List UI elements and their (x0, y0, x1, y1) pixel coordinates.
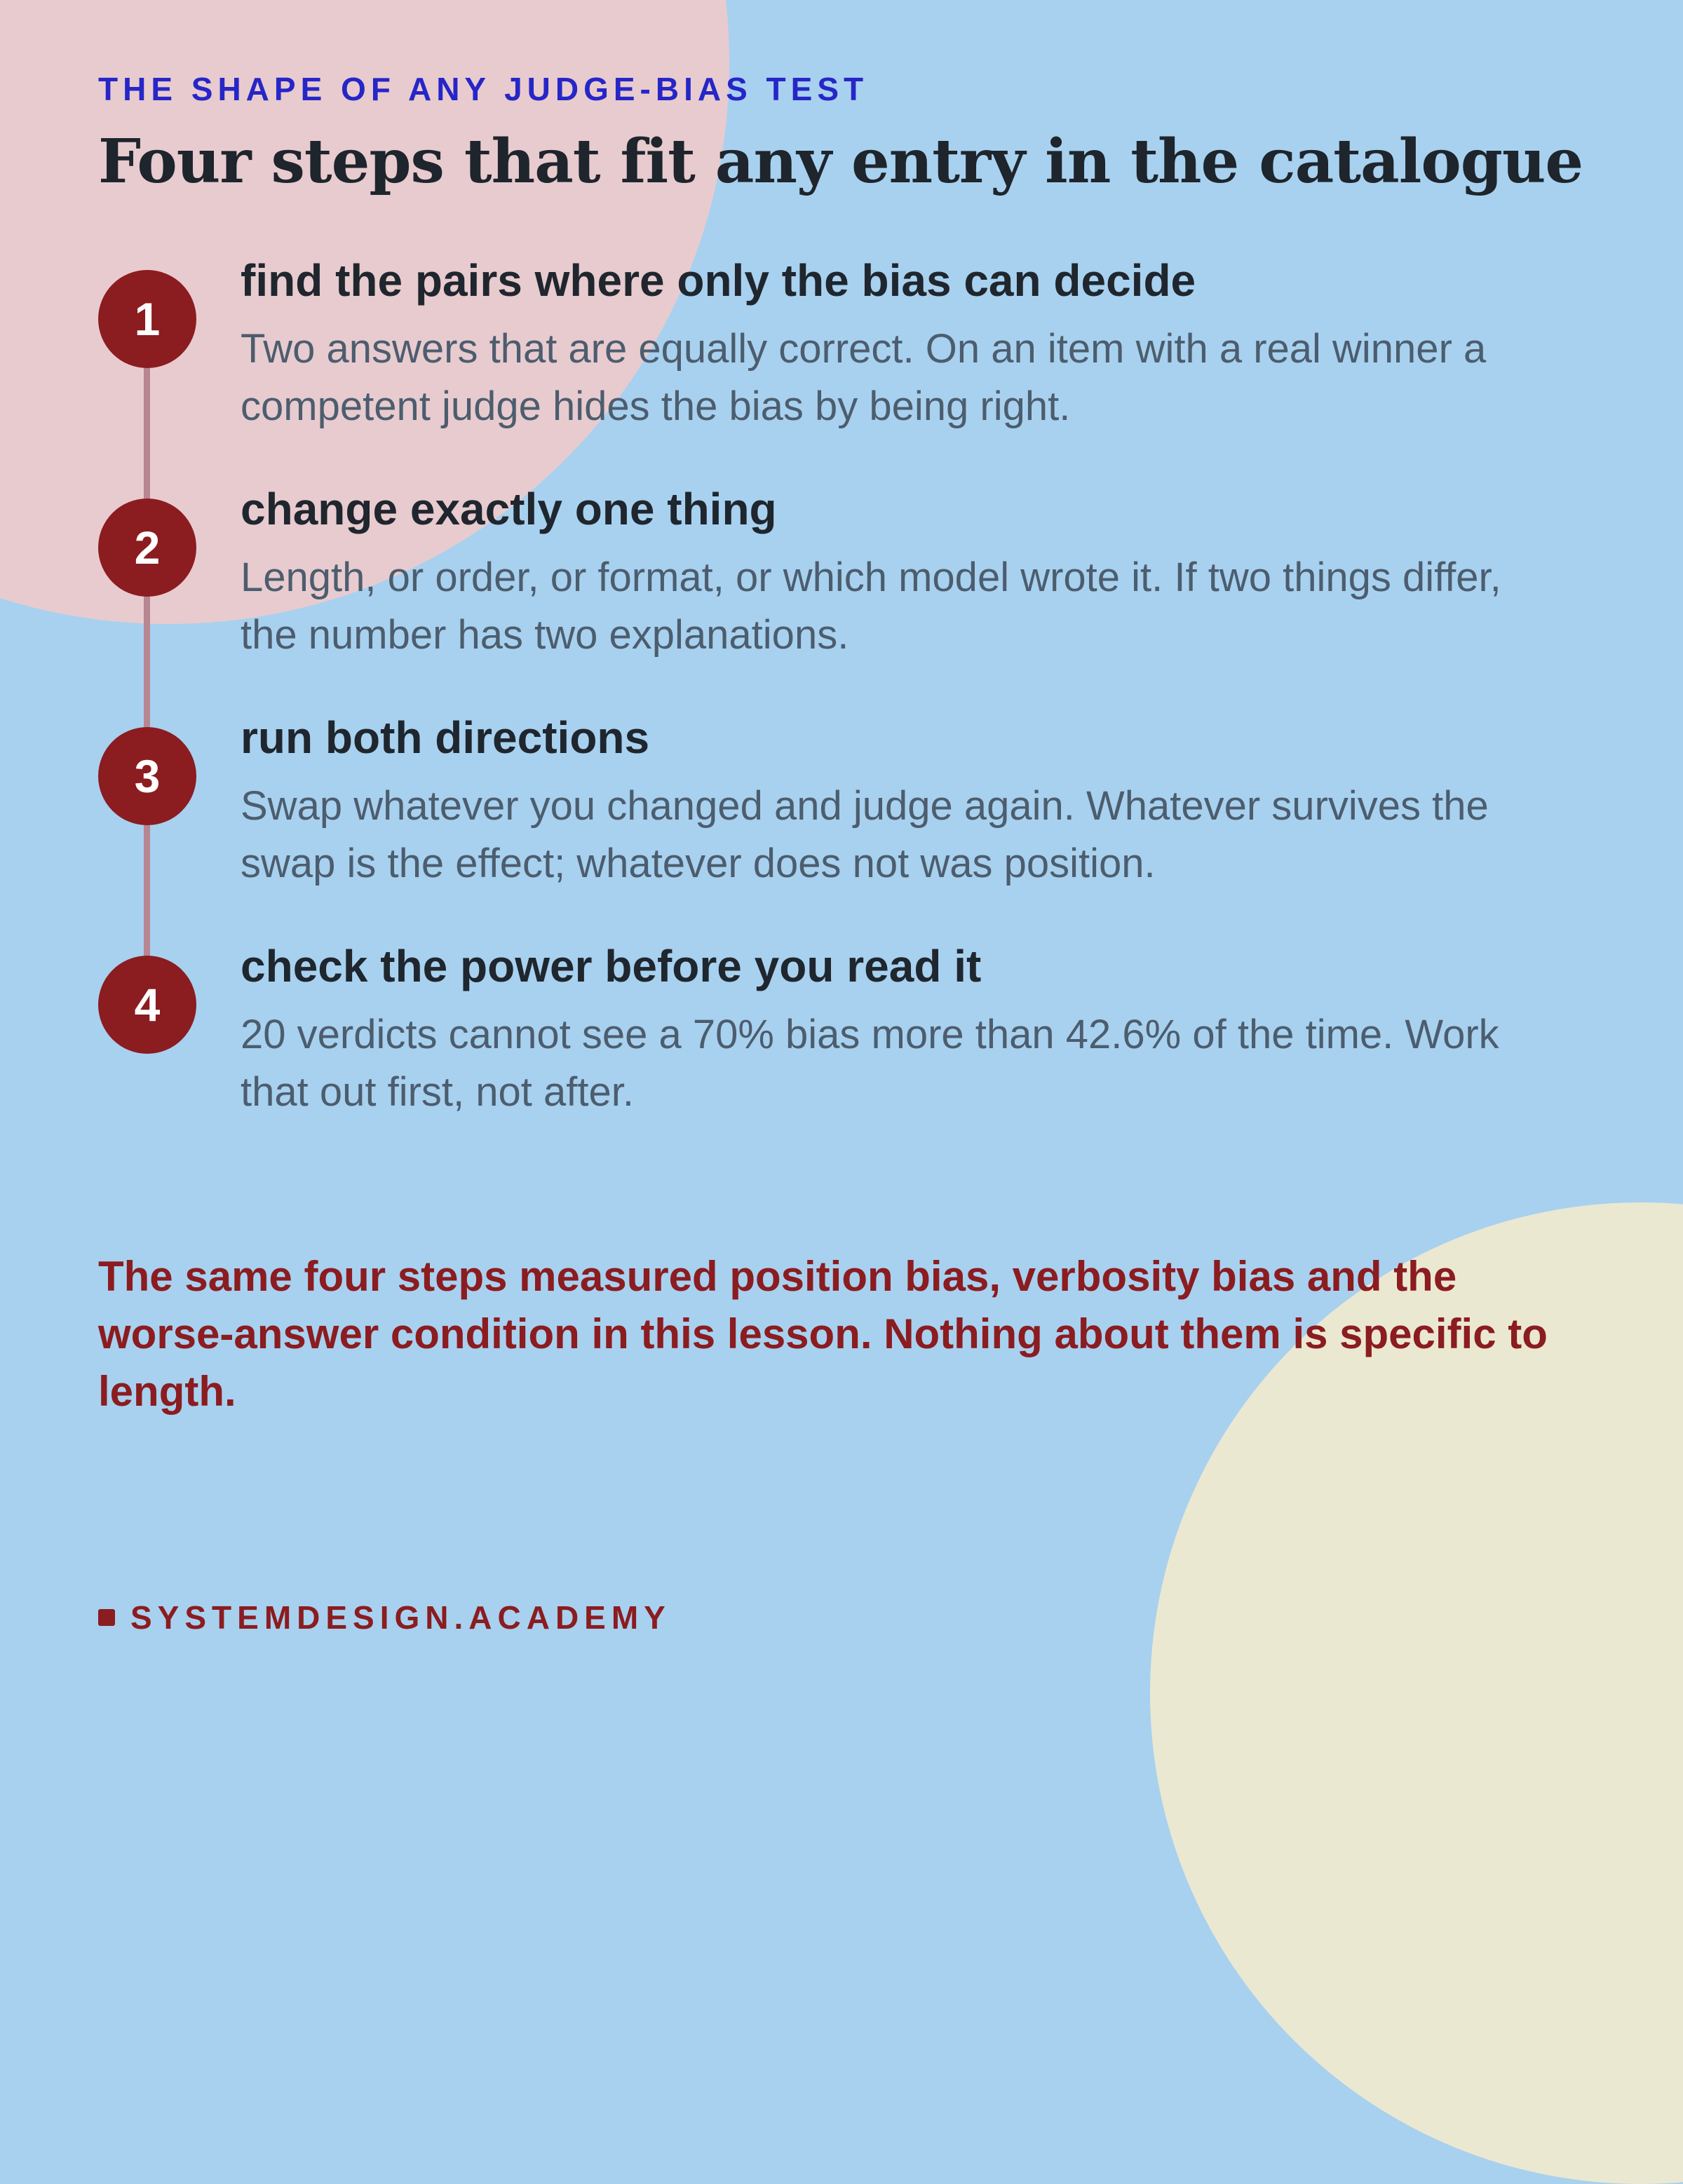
brand-name: SYSTEMDESIGN.ACADEMY (130, 1599, 671, 1636)
step-number-badge: 3 (98, 727, 196, 825)
eyebrow-label: THE SHAPE OF ANY JUDGE-BIAS TEST (98, 71, 869, 107)
step-3 (98, 712, 1571, 937)
step-description: Length, or order, or format, or which model wrote it. If two things differ, the number has two explanations. (241, 555, 1501, 658)
step-1 (98, 255, 1571, 480)
footer-brand (98, 1600, 671, 1635)
step-description: 20 verdicts cannot see a 70% bias more than 42.6% of the time. Work that out first, not after. (241, 1012, 1499, 1115)
step-title: change exactly one thing (241, 484, 777, 534)
step-number-badge: 2 (98, 498, 196, 597)
step-title: find the pairs where only the bias can decide (241, 255, 1196, 306)
step-description: Swap whatever you changed and judge again. Whatever survives the swap is the effect; whatever does not was position. (241, 783, 1489, 886)
step-4 (98, 941, 1571, 1166)
step-title: run both directions (241, 712, 650, 763)
step-number-badge: 1 (98, 270, 196, 368)
step-2 (98, 484, 1571, 709)
step-number-badge: 4 (98, 956, 196, 1054)
conclusion-text: The same four steps measured position bias, verbosity bias and the worse-answer condition in this lesson. Nothing about them is specific to length. (98, 1253, 1548, 1415)
brand-square-icon (98, 1609, 115, 1626)
page-title: Four steps that fit any entry in the catalogue (98, 126, 1583, 197)
step-title: check the power before you read it (241, 941, 982, 991)
step-description: Two answers that are equally correct. On an item with a real winner a competent judge hides the bias by being right. (241, 326, 1487, 429)
